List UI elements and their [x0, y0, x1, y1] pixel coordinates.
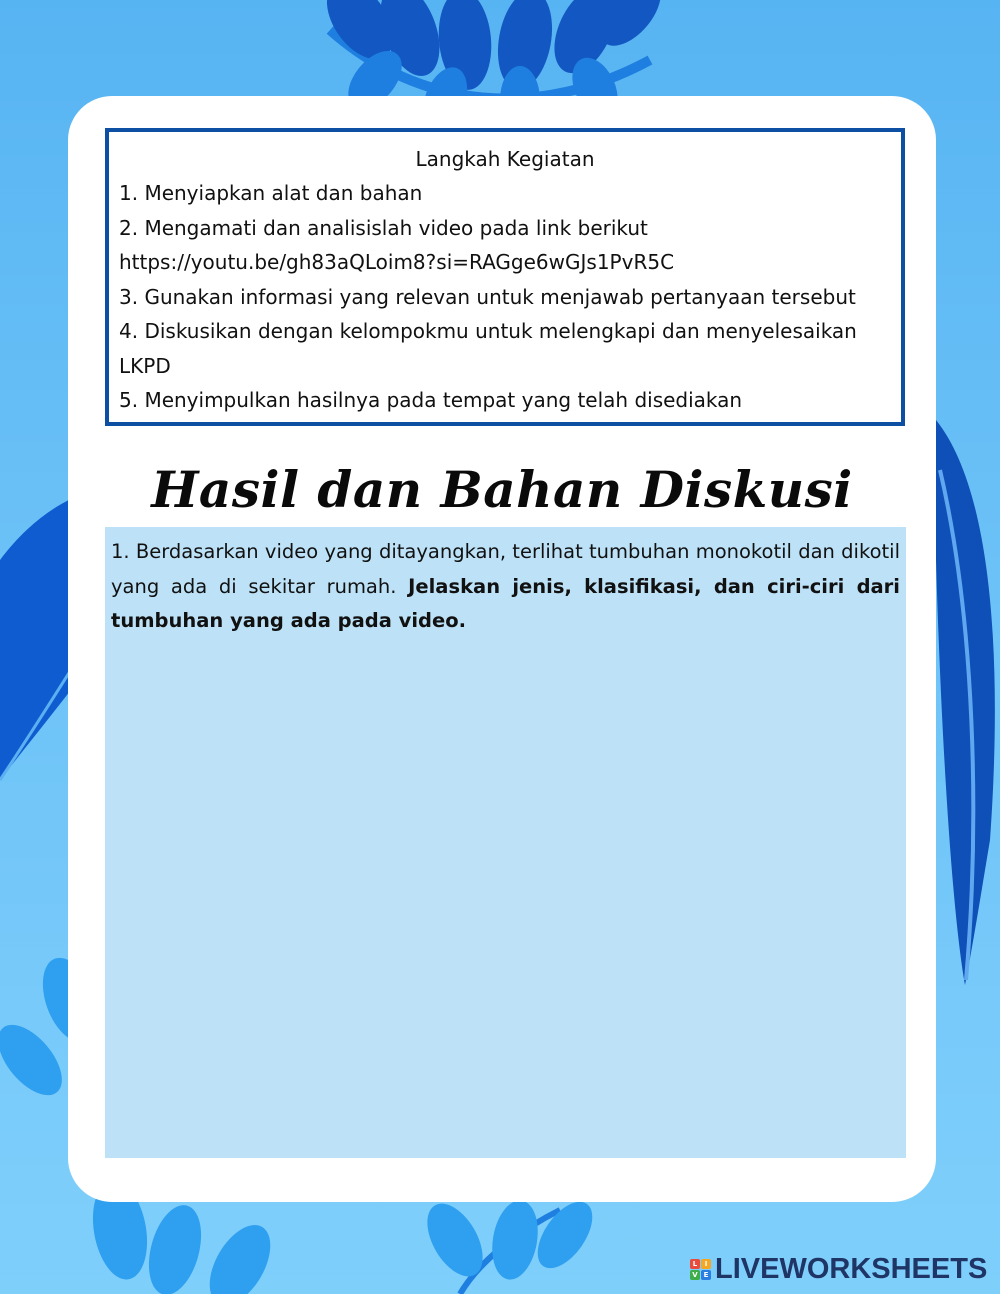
right-leaf-icon — [936, 420, 995, 985]
step-line: 3. Gunakan informasi yang relevan untuk menjawab pertanyaan tersebut — [119, 284, 856, 309]
liveworksheets-brand[interactable] — [690, 1252, 987, 1286]
answer-area[interactable] — [105, 527, 906, 1158]
video-link: https://youtu.be/gh83aQLoim8?si=RAGge6wGJs1PvR5C — [119, 250, 675, 274]
question-bold-text: Jelaskan jenis, klasifikasi, dan ciri-ciri dari tumbuhan yang ada pada video. — [111, 574, 900, 632]
step-line: 5. Menyimpulkan hasilnya pada tempat yang telah disediakan — [119, 388, 743, 412]
liveworksheets-logo-icon — [690, 1259, 711, 1280]
step-line: 4. Diskusikan dengan kelompokmu untuk melengkapi dan menyelesaikan — [119, 319, 857, 343]
question-text: 1. Berdasarkan video yang ditayangkan, terlihat tumbuhan monokotil dan dikotil yang ada di sekitar rumah. — [111, 540, 900, 598]
steps-title: Langkah Kegiatan — [415, 147, 595, 171]
step-line: 2. Mengamati dan analisislah video pada link berikut — [119, 215, 648, 240]
brand-text: LIVEWORKSHEETS — [715, 1252, 988, 1285]
bottom-center-fern-icon — [416, 1192, 603, 1294]
step-line: 1. Menyiapkan alat dan bahan — [119, 181, 423, 205]
logo-letter: E — [701, 1270, 711, 1280]
logo-letter: L — [690, 1259, 700, 1269]
logo-letter: V — [690, 1270, 700, 1280]
logo-letter: I — [701, 1259, 711, 1269]
step-line: LKPD — [119, 353, 171, 378]
section-heading: Hasil dan Bahan Diskusi — [151, 460, 853, 519]
discussion-question — [111, 535, 900, 639]
activity-steps-box — [105, 128, 905, 426]
steps-list — [119, 176, 894, 418]
